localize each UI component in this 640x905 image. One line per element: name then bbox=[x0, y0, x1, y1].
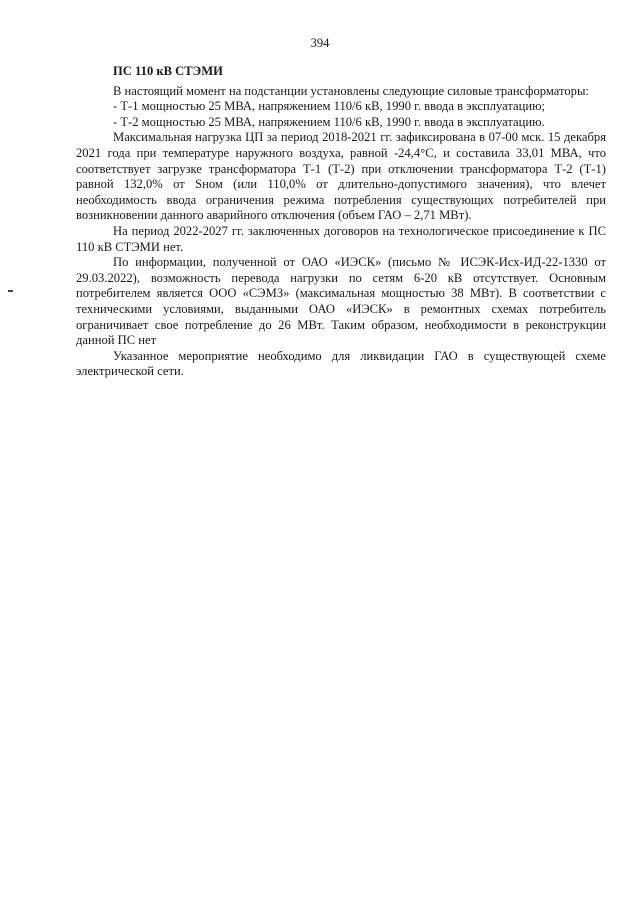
page-number: 394 bbox=[310, 36, 330, 50]
transformer-item-2: - Т-2 мощностью 25 МВА, напряжением 110/6 кВ, 1990 г. ввода в эксплуатацию. bbox=[113, 114, 545, 129]
conclusion-paragraph: Указанное мероприятие необходимо для ликвидации ГАО в существующей схеме электрической сети. bbox=[76, 348, 606, 379]
transformer-item-1: - Т-1 мощностью 25 МВА, напряжением 110/6 кВ, 1990 г. ввода в эксплуатацию; bbox=[113, 99, 546, 114]
page-content bbox=[76, 64, 606, 380]
iesk-info-paragraph: По информации, полученной от ОАО «ИЭСК» (письмо № ИСЭК-Исх-ИД-22-1330 от 29.03.2022), возможность перевода нагрузки по сетям 6-20 кВ отсутствует. Основным потребителем является ООО «СЭМЗ» (максимальная мощностью 38 МВт). В соответствии с техническими условиями, выданными ОАО «ИЭСК» в ремонтных схемах потребитель ограничивает свое потребление до 26 МВт. Таким образом, необходимости в реконструкции данной ПС нет bbox=[76, 255, 606, 348]
intro-paragraph: В настоящий момент на подстанции установлены следующие силовые трансформаторы: bbox=[113, 83, 589, 98]
section-title: ПС 110 кВ СТЭМИ bbox=[113, 64, 223, 78]
margin-mark bbox=[8, 290, 13, 292]
max-load-paragraph: Максимальная нагрузка ЦП за период 2018-2021 гг. зафиксирована в 07-00 мск. 15 декабря 2021 года при температуре наружного воздуха, равной -24,4°С, и составила 33,01 МВА, что соответствует загрузке трансформатора Т-1 (Т-2) при отключении трансформатора Т-2 (Т-1) равной 132,0% от Sном (или 110,0% от длительно-допустимого значения), что влечет необходимость ввода ограничения режима потребления существующих потребителей при возникновении данного аварийного отключения (объем ГАО – 2,71 МВт). bbox=[76, 130, 606, 223]
contracts-paragraph: На период 2022-2027 гг. заключенных договоров на технологическое присоединение к ПС 110 кВ СТЭМИ нет. bbox=[76, 223, 606, 254]
